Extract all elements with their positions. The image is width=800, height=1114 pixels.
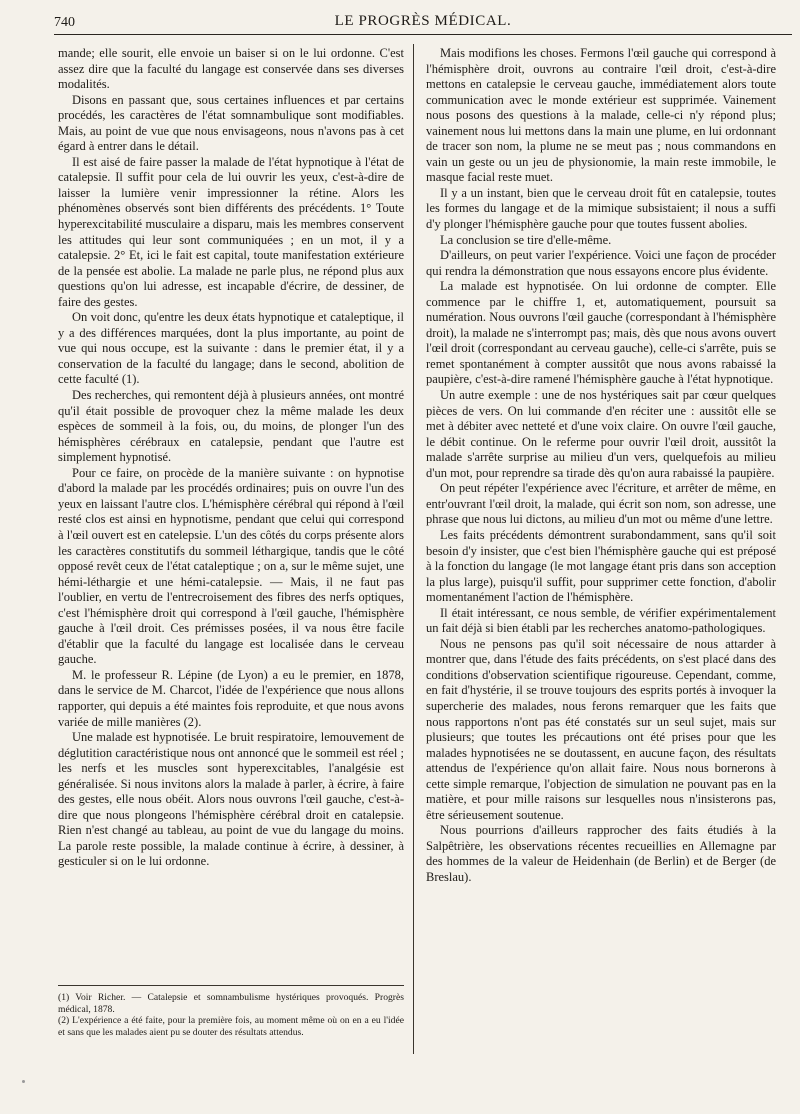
paragraph: La malade est hypnotisée. On lui ordonne de compter. Elle commence par le chiffre 1, et, automatiquement, poursuit sa numération. Nous ouvrons l'œil gauche (correspondant à l'hémisphère droit), la malade ne s'interrompt pas; mais, dès que nous avons ouvert l'œil droit (correspondant au cerveau gauche), celle-ci s'arrête, puis se remet spontanément à compter aussitôt que nous avons rabaissé la paupière, c'est-à-dire ramené l'hémisphère gauche à l'état hypnotique.	[426, 279, 776, 387]
paragraph: Il était intéressant, ce nous semble, de vérifier expérimentalement un fait déjà si bien établi par les recherches anatomo-pathologiques.	[426, 605, 776, 636]
footnote: (2) L'expérience a été faite, pour la première fois, au moment même où on en a eu l'idée et sans que les malades aient pu se douter des résultats attendus.	[58, 1015, 404, 1038]
footnote: (1) Voir Richer. — Catalepsie et somnambulisme hystériques provoqués. Progrès médical, 1878.	[58, 992, 404, 1015]
paragraph: Un autre exemple : une de nos hystériques sait par cœur quelques pièces de vers. On lui commande d'en réciter une : aussitôt elle se met à débiter avec netteté et d'une voix claire. On ouvre l'œil gauche, le débit continue. On le referme pour ouvrir l'œil droit, aussitôt la malade s'arrête surprise au milieu d'un vers, quelquefois au milieu d'un mot, pour reprendre sa tirade dès qu'on aura rabaissé la paupière.	[426, 388, 776, 480]
paragraph: D'ailleurs, on peut varier l'expérience. Voici une façon de procéder qui rendra la démonstration que nous essayons encore plus évidente.	[426, 248, 776, 278]
paragraph: La conclusion se tire d'elle-même.	[440, 232, 612, 247]
paragraph: Disons en passant que, sous certaines influences et par certains procédés, les caractères de l'état somnambulique sont modifiables. Mais, au point de vue que nous envisageons, nous n'avons pas à cet égard à entrer dans le détail.	[58, 92, 404, 154]
paragraph: Nous pourrions d'ailleurs rapprocher des faits étudiés à la Salpêtrière, les observations récentes recueillies en Allemagne par des hommes de la valeur de Heidenhain (de Berlin) et de Berger (de Breslau).	[426, 823, 776, 884]
paragraph: M. le professeur R. Lépine (de Lyon) a eu le premier, en 1878, dans le service de M. Charcot, l'idée de l'expérience que nous allons rapporter, qui depuis a été maintes fois reproduite, et que nous avons variée de mille manières (2).	[58, 667, 404, 729]
paragraph: Nous ne pensons pas qu'il soit nécessaire de nous attarder à montrer que, dans l'étude des faits précédents, on s'est placé dans des conditions d'observation scientifique rigoureuse. Cependant, comme, en fait d'hystérie, il se trouve toujours des esprits portés à invoquer la supercherie des malades, nous ferons remarquer que les faits que nous rapportons n'ont pas été constatés sur un seul sujet, mais sur plusieurs; que toutes les précautions ont été prises pour que les malades hypnotisées ne se doutassent, en aucune façon, des résultats attendus de l'expérience qu'on allait faire. Nous nous bornerons à cette simple remarque, l'objection de simulation ne pouvant pas en la matière, et pour mille raisons sur lesquelles nous n'insisterons pas, être sérieusement soutenue.	[426, 636, 776, 822]
paragraph: mande; elle sourit, elle envoie un baiser si on le lui ordonne. C'est assez dire que la faculté du langage est conservée dans ses diverses modalités.	[58, 46, 404, 92]
right-column	[426, 46, 776, 886]
page-number: 740	[54, 15, 75, 30]
paragraph: Une malade est hypnotisée. Le bruit respiratoire, lemouvement de déglutition caractéristique nous ont annoncé que le sommeil est réel ; les nerfs et les muscles sont hyperexcitables, l'analgésie est généralisée. Si nous invitons alors la malade à parler, à écrire, à faire des gestes, elle nous obéit. Alors nous ouvrons l'œil gauche, c'est-à-dire que nous plongeons l'hémisphère cérébral droit en catalepsie. Rien n'est changé au tableau, au point de vue du langage du moins. La parole reste possible, la malade continue à écrire, à dessiner, à gesticuler si on le lui ordonne.	[58, 730, 404, 869]
left-column	[58, 46, 404, 870]
paragraph: On peut répéter l'expérience avec l'écriture, et arrêter de même, en entr'ouvrant l'œil droit, la malade, qui écrit son nom, son adresse, une phrase que nous lui dictons, au milieu d'un mot ou même d'une lettre.	[426, 481, 776, 527]
paragraph: Il est aisé de faire passer la malade de l'état hypnotique à l'état de catalepsie. Il suffit pour cela de lui ouvrir les yeux, c'est-à-dire de laisser la lumière venir impressionner la rétine. Alors les phénomènes observés sont bien différents des précédents. 1° Toute hyperexcitabilité musculaire a disparu, mais les membres conservent les attitudes qui leur sont communiquées ; en un mot, il y a catalepsie. 2° Et, ici le fait est capital, toute manifestation extérieure de la pensée est abolie. La malade ne parle plus, ne répond plus aux questions qu'on lui adresse, est incapable d'écrire, de dessiner, de faire des gestes.	[58, 154, 404, 309]
print-speck	[22, 1080, 25, 1083]
paragraph: Mais modifions les choses. Fermons l'œil gauche qui correspond à l'hémisphère droit, ouvrons au contraire l'œil droit, c'est-à-dire mettons en catalepsie le cerveau gauche, immédiatement alors toute communication avec le monde extérieur est supprimée. Vainement nous posons des questions à la malade, celle-ci n'y répond plus; vainement nous lui mettons dans la main une plume, en lui ordonnant de tracer son nom, la plume ne se meut pas ; nous commandons en vain un geste ou un jeu de physionomie, la main reste immobile, le masque facial reste muet.	[426, 46, 776, 185]
paragraph: On voit donc, qu'entre les deux états hypnotique et cataleptique, il y a des différences marquées, dont la plus importante, au point de vue qui nous occupe, est la suivante : dans le premier état, il y a conservation de la faculté du langage; dans le second, abolition de cette faculté (1).	[58, 310, 404, 387]
paragraph: Des recherches, qui remontent déjà à plusieurs années, ont montré qu'il était possible de provoquer chez la même malade les deux espèces de sommeil à la fois, ou, du moins, de plonger l'un des hémisphères cérébraux en catalepsie, pendant que l'autre est simplement hypnotisé.	[58, 388, 404, 465]
footnotes	[58, 992, 404, 1038]
paragraph: Pour ce faire, on procède de la manière suivante : on hypnotise d'abord la malade par les procédés ordinaires; puis on ouvre l'un des yeux en laissant l'autre clos. L'hémisphère cérébral qui répond à l'œil resté clos est ainsi en hypnotisme, pendant que celui qui correspond à l'œil ouvert est en catelepsie. L'un des côtés du corps présente alors les caractères constitutifs du sommeil léthargique, tandis que le côté opposé revêt ceux de l'état cataleptique ; on a, sur le même sujet, une hémi-léthargie et une hémi-catalepsie. — Mais, il ne faut pas l'oublier, en vertu de l'entrecroisement des fibres des nerfs optiques, c'est l'hémisphère droit qui correspond à l'œil gauche, l'hémisphère gauche à l'œil droit. Ces prémisses posées, il va nous être facile d'établir que la faculté du langage est localisée dans le cerveau gauche.	[58, 465, 404, 667]
column-divider	[413, 44, 414, 1054]
footnote-divider	[58, 985, 404, 986]
journal-title: LE PROGRÈS MÉDICAL.	[334, 13, 512, 29]
paragraph: Il y a un instant, bien que le cerveau droit fût en catalepsie, toutes les formes du langage et de la mimique subsistaient; il nous a suffi d'y plonger l'hémisphère gauche pour que toutes fussent abolies.	[426, 185, 776, 232]
page-header	[54, 12, 792, 35]
paragraph: Les faits précédents démontrent surabondamment, sans qu'il soit besoin d'y insister, que c'est bien l'hémisphère gauche qui est préposé à la fonction du langage (le mot langage étant pris dans son acception la plus large), puisqu'il suffit, pour supprimer cette fonction, d'abolir momentanément l'action de l'hémisphère.	[426, 527, 776, 605]
